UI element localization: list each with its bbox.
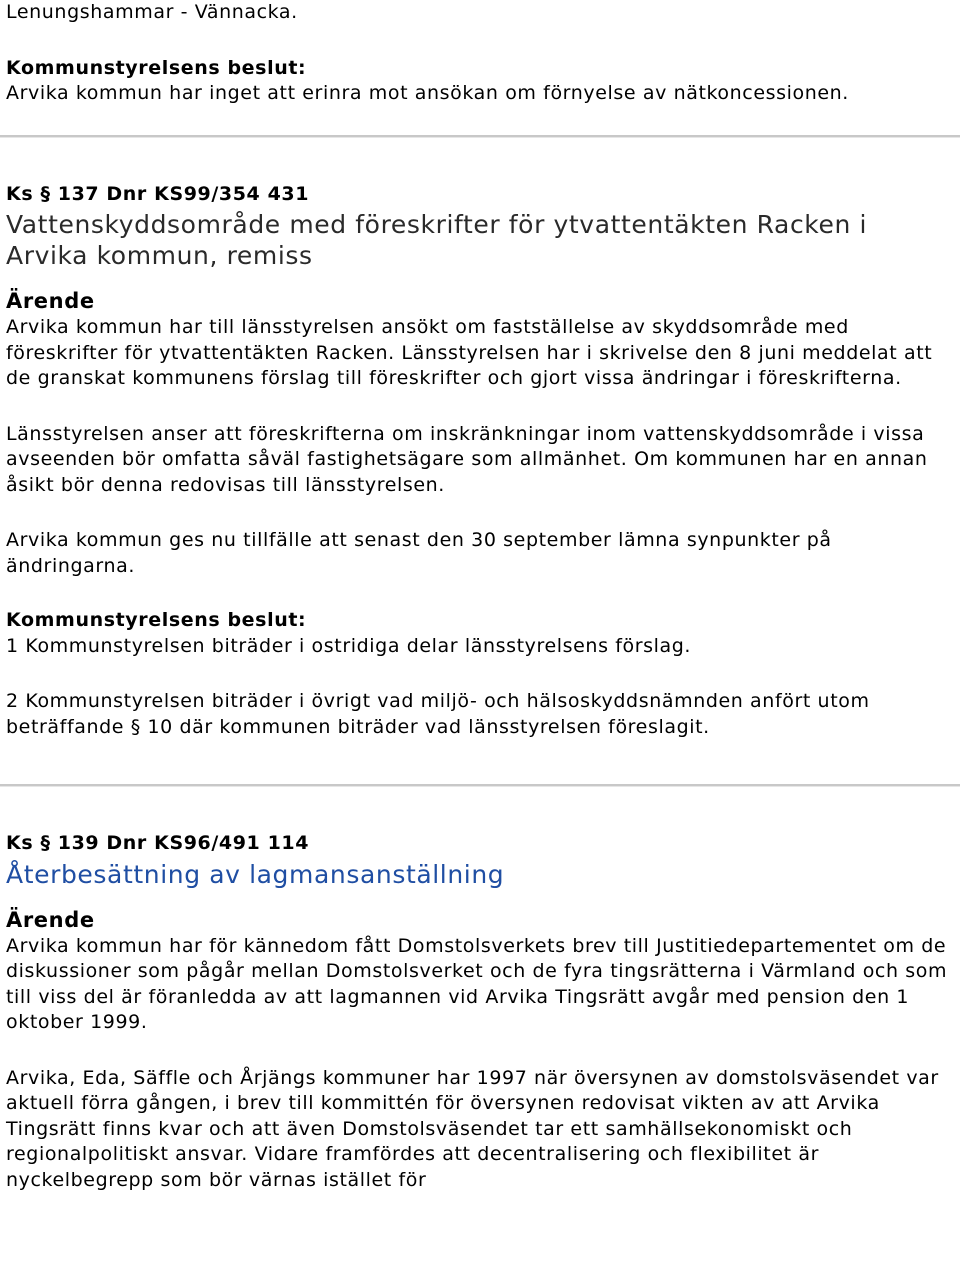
section-137-paragraph-1: Arvika kommun har till länsstyrelsen ansökt om fastställelse av skyddsområde med föreskrifter för ytvattentäkten Racken. Länsstyrelsen har i skrivelse den 8 juni meddelat att de granskat kommunens förslag till föreskrifter och gjort vissa ändringar i föreskrifterna. [6, 316, 933, 389]
intro-top-line: Lenungshammar - Vännacka. [6, 1, 298, 23]
section-137-title: Vattenskyddsområde med föreskrifter för ytvattentäkten Racken i Arvika kommun, remiss [6, 210, 868, 270]
intro-decision-text: Arvika kommun har inget att erinra mot ansökan om förnyelse av nätkoncessionen. [6, 82, 849, 104]
section-divider-1 [0, 135, 960, 138]
section-139-paragraph-2: Arvika, Eda, Säffle och Årjängs kommuner har 1997 när översynen av domstolsväsendet var aktuell förra gången, i brev till kommittén för översynen redovisat vikten av att Arvika Tingsrätt finns kvar och att även Domstolsväsendet tar ett samhällsekonomiskt och regionalpolitiskt ansvar. Vidare framfördes att decentralisering och flexibilitet är nyckelbegrepp som bör värnas istället för [6, 1066, 939, 1191]
section-137-paragraph-3: Arvika kommun ges nu tillfälle att senast den 30 september lämna synpunkter på ändringarna. [6, 529, 832, 577]
section-139 [6, 831, 954, 1193]
section-139-case-number: Ks § 139 Dnr KS96/491 114 [6, 832, 310, 854]
section-137-decision-item-1: 1 Kommunstyrelsen biträder i ostridiga delar länsstyrelsens förslag. [6, 634, 692, 657]
section-139-arende-heading: Ärende [6, 907, 95, 932]
section-137-paragraph-2: Länsstyrelsen anser att föreskrifterna om inskränkningar inom vattenskyddsområde i vissa avseenden bör omfatta såväl fastighetsägare som allmänhet. Om kommunen har en annan åsikt bör denna redovisas till länsstyrelsen. [6, 422, 928, 496]
section-137-decision-label: Kommunstyrelsens beslut: [6, 609, 307, 631]
intro-decision-label: Kommunstyrelsens beslut: [6, 56, 307, 79]
section-137 [6, 182, 954, 741]
section-137-decision-item-2: 2 Kommunstyrelsen biträder i övrigt vad miljö- och hälsoskyddsnämnden anfört utom beträffande § 10 där kommunen biträder vad länsstyrelsen föreslagit. [6, 690, 870, 738]
section-139-title: Återbesättning av lagmansanställning [6, 859, 505, 889]
section-137-arende-heading: Ärende [6, 289, 95, 313]
section-137-case-number: Ks § 137 Dnr KS99/354 431 [6, 182, 310, 205]
section-139-paragraph-1: Arvika kommun har för kännedom fått Domstolsverkets brev till Justitiedepartementet om de diskussioner som pågår mellan Domstolsverket och de fyra tingsrätterna i Värmland och som till viss del är föranledda av att lagmannen vid Arvika Tingsrätt avgår med pension den 1 oktober 1999. [6, 934, 948, 1033]
section-divider-2 [0, 784, 960, 787]
